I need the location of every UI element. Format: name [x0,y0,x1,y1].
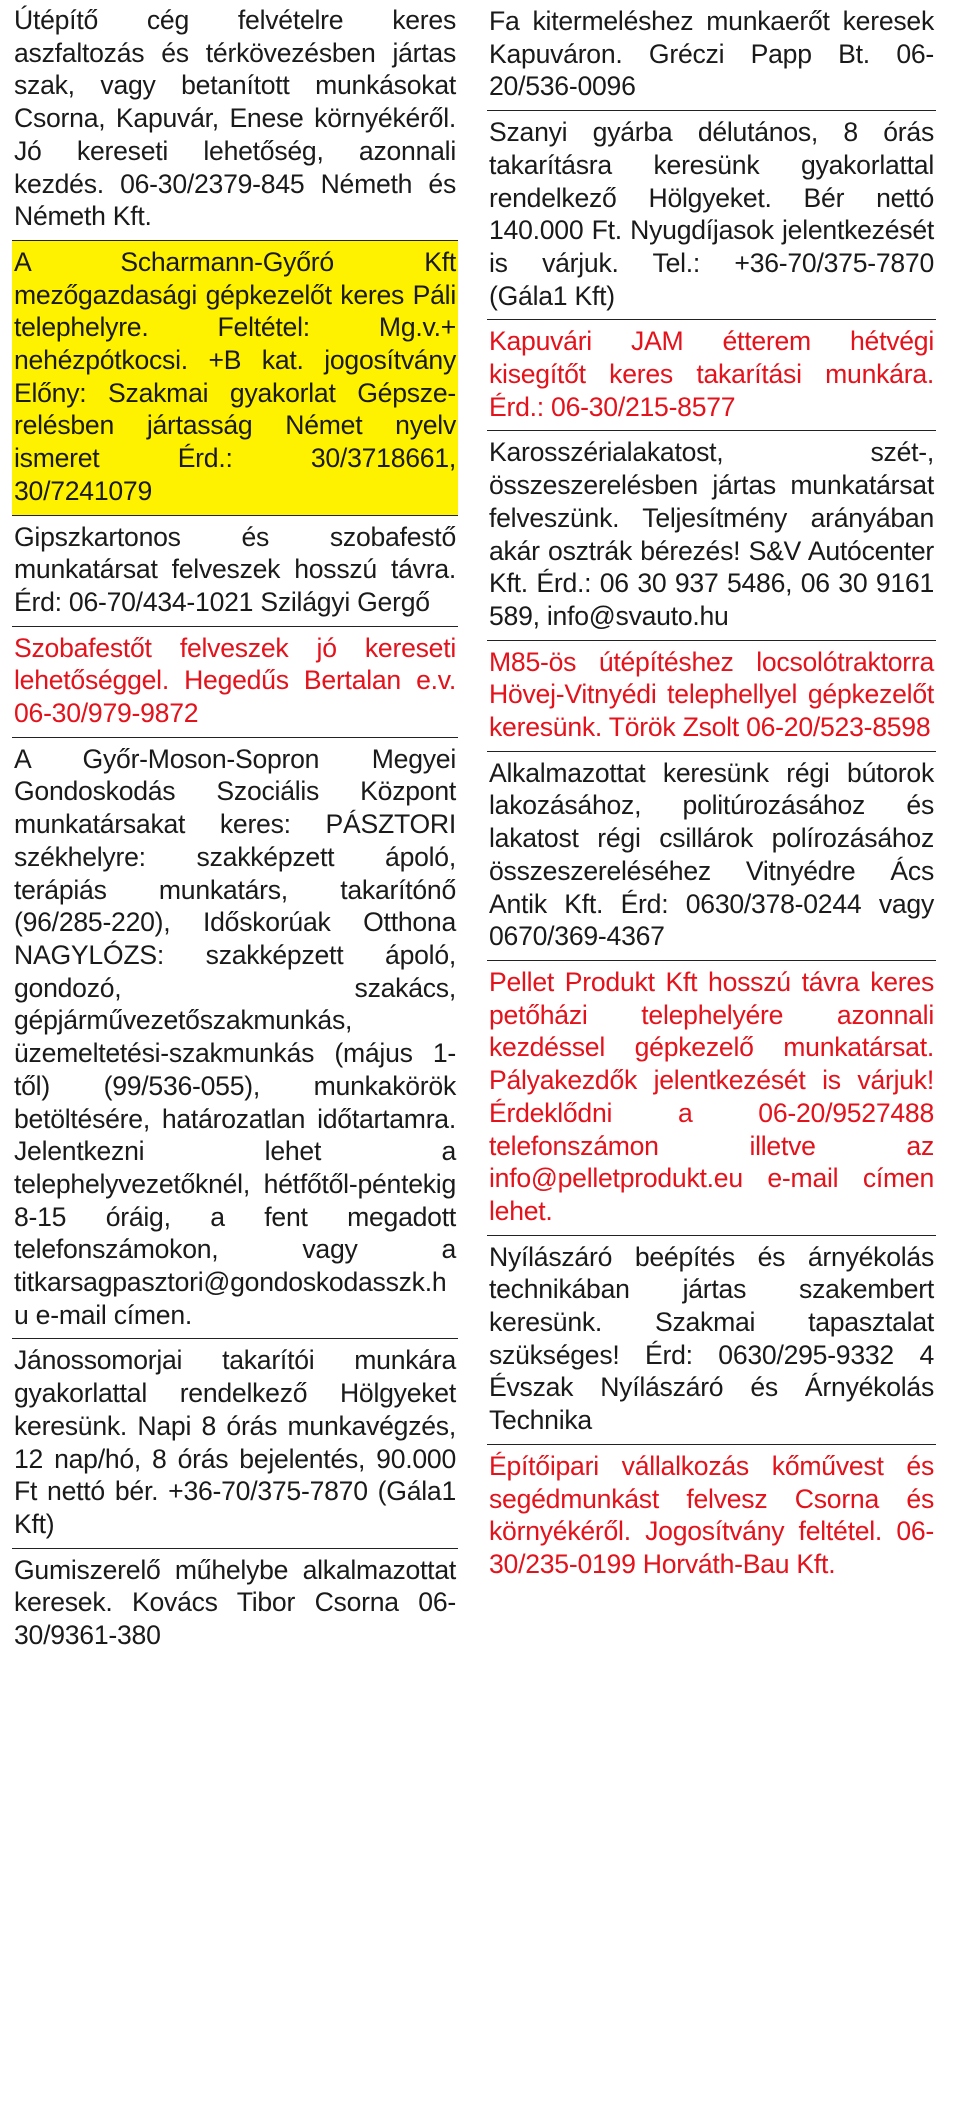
ad-wood-harvesting: Fa kitermeléshez munkaerőt keresek Kapuváron. Gréczi Papp Bt. 06-20/536-0096 [487,0,936,111]
left-ad-column [12,0,458,1659]
right-ad-column [487,0,936,1588]
ad-painter-hegedus: Szobafestőt felveszek jó kereseti lehetőséggel. Hegedűs Bertalan e.v. 06-30/979-9872 [12,627,458,738]
ad-janossomorja-cleaning: Jánossomorjai takarítói munkára gyakorlattal rendelkező Hölgyeket keresünk. Napi 8 órás munkavégzés, 12 nap/hó, 8 órás bejelentés, 90.000 Ft nettó bér. +36-70/375-7870 (Gála1 Kft) [12,1339,458,1548]
ad-road-construction-workers: Útépítő cég felvételre keres aszfaltozás és térkövezésben jártas szak, vagy betanított munkásokat Csorna, Kapuvár, Enese környékéről. Jó kereseti lehetőség, azonnali kezdés. 06-30/2379-845 Németh és Németh Kft. [12,0,458,241]
ad-antique-furniture: Alkalmazottat keresünk régi bútorok lakozásához, politúrozásához és lakatost régi csillárok polírozásához összeszereléséhez Vitnyédre Ács Antik Kft. Érd: 0630/378-0244 vagy 0670/369-4367 [487,752,936,961]
ad-jam-restaurant: Kapuvári JAM étterem hétvégi kisegítőt keres takarítási munkára. Érd.: 06-30/215-8577 [487,320,936,431]
ad-social-care-center: A Győr-Moson-Sopron Megyei Gondoskodás Szociális Központ munkatársakat keres: PÁSZTORI székhelyre: szakképzett ápoló, terápiás munkatárs, takarítónő (96/285-220), Időskorúak Otthona NAGYLÓZS: szakképzett ápoló, gondozó, szakács, gépjárművezetőszakmunkás, üzemeltetési-szakmunkás (május 1-től) (99/536-055), munkakörök betöltésére, határozatlan időtartamra. Jelentkezni lehet a telephelyvezetőknél, hétfőtől-péntekig 8-15 óráig, a fent megadott telefonszámokon, vagy a titkarsagpasztori@gondoskodasszk.hu e-mail címen. [12,738,458,1340]
ad-drywall-painter: Gipszkartonos és szobafestő munkatársat felveszek hosszú távra. Érd: 06-70/434-1021 Szilágyi Gergő [12,516,458,627]
ad-scharmann-gyoro-machine-operator: A Scharmann-Győró Kft mezőgazdasági gépkezelőt keres Páli telephelyre. Feltétel: Mg.v.+ nehézpótkocsi. +B kat. jogosítvány Előny: Szakmai gyakorlat Gépsze-relésben jártasság Német nyelv ismeret Érd.: 30/3718661, 30/7241079 [12,241,458,516]
ad-szany-factory-cleaning: Szanyi gyárba délutános, 8 órás takarításra keresünk gyakorlattal rendelkező Hölgyeket. Bér nettó 140.000 Ft. Nyugdíjasok jelentkezését is várjuk. Tel.: +36-70/375-7870 (Gála1 Kft) [487,111,936,320]
ad-horvath-bau: Építőipari vállalkozás kőművest és segédmunkást felvesz Csorna és környékéről. Jogosítvány feltétel. 06-30/235-0199 Horváth-Bau Kft. [489,1450,934,1579]
ad-pellet-produkt: Pellet Produkt Kft hosszú távra keres petőházi telephelyére azonnali kezdéssel gépkezelő munkatársat. Pályakezdők jelentkezését is várjuk! Érdeklődni a 06-20/9527488 telefonszámon illetve az info@pelletprodukt.eu e-mail címen lehet. [487,961,936,1236]
ad-body-shop-sv-autocenter: Karosszérialakatost, szét-, összeszerelésben jártas munkatársat felveszünk. Teljesítmény arányában akár osztrák bérezés! S&V Autócenter Kft. Érd.: 06 30 937 5486, 06 30 9161 589, info@svauto.hu [487,431,936,640]
ad-m85-road-tractor: M85-ös útépítéshez locsolótraktorra Hövej-Vitnyédi telephellyel gépkezelőt keresünk. Török Zsolt 06-20/523-8598 [487,641,936,752]
ad-window-installation: Nyílászáró beépítés és árnyékolás technikában jártas szakembert keresünk. Szakmai tapasztalat szükséges! Érd: 0630/295-9332 4 Évszak Nyílászáró és Árnyékolás Technika [487,1236,936,1445]
ad-tire-workshop: Gumiszerelő műhelybe alkalmazottat keresek. Kovács Tibor Csorna 06-30/9361-380 [14,1554,456,1651]
